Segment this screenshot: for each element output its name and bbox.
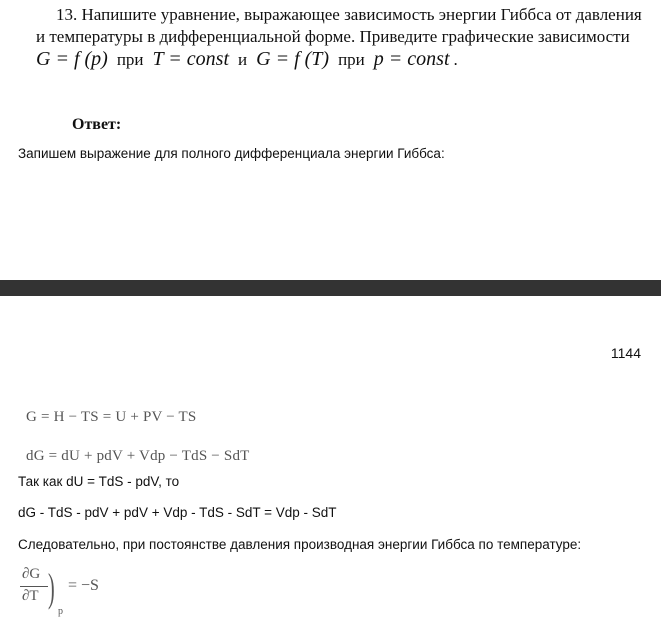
fraction-bar [20,586,48,587]
word-pri-1: при [116,50,144,69]
equation-differential: dG = dU + pdV + Vdp − TdS − SdT [26,448,250,464]
text-derivation: dG - TdS - pdV + pdV + Vdp - TdS - SdT = Vdp - SdT [18,505,337,520]
answer-label: Ответ: [72,116,122,133]
word-pri-2: при [338,50,365,69]
closing-parenthesis: ) [48,565,55,610]
question-line-1: 13. Напишите уравнение, выражающее зависимость энергии Гиббса от давления [56,5,642,24]
derivative-denominator: ∂T [22,588,39,604]
question-line-2: и температуры в дифференциальной форме. Приведите графические зависимости [36,27,630,46]
question-line-3 [36,48,458,71]
derivative-result: = −S [68,577,99,594]
formula-t-const: T = const [152,48,230,70]
question-end: . [453,50,458,69]
text-conclusion: Следовательно, при постоянстве давления производная энергии Гиббса по температуре: [18,537,582,552]
text-since: Так как dU = TdS - pdV, то [18,474,180,489]
word-and: и [238,50,248,69]
partial-derivative-equation [18,566,128,620]
page-divider [0,280,661,296]
page-number: 1144 [610,345,641,361]
derivative-subscript: p [58,606,63,617]
derivative-numerator: ∂G [22,566,41,582]
formula-g-of-p: G = f (p) [36,48,108,70]
formula-g-of-t: G = f (T) [256,48,330,70]
formula-p-const: p = const [373,48,450,70]
equation-gibbs: G = H − TS = U + PV − TS [26,409,197,425]
intro-text: Запишем выражение для полного дифференциала энергии Гиббса: [18,146,445,161]
